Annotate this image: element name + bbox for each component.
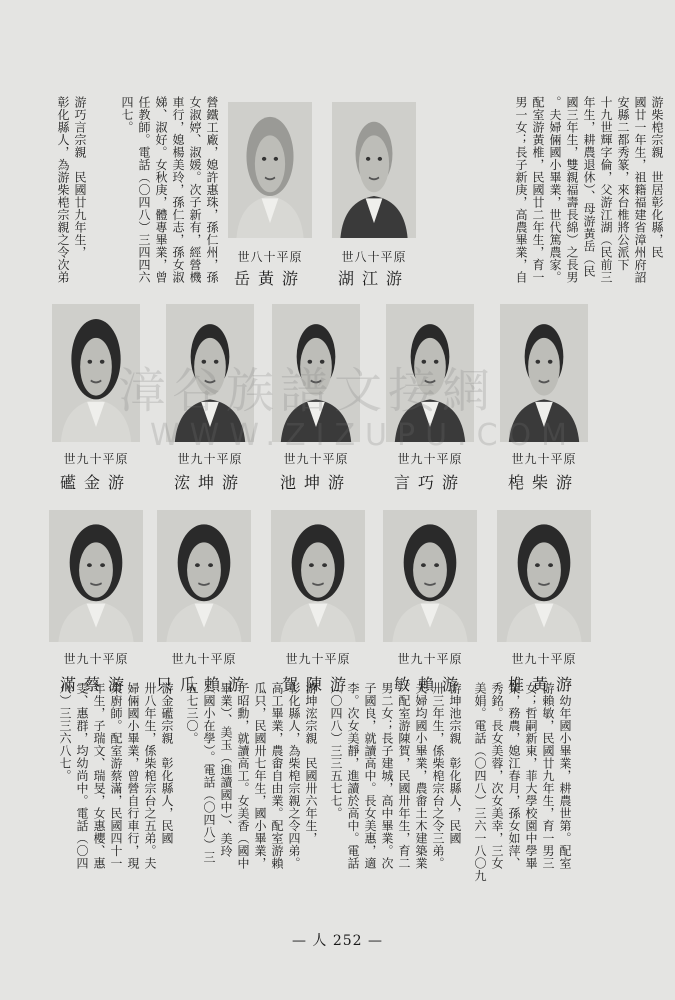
- text-column: （〇四八）三三五七七。: [329, 682, 343, 820]
- generation-label: 世九十平原: [285, 652, 351, 666]
- generation-label: 世八十平原: [341, 250, 407, 264]
- generation-label: 世九十平原: [177, 452, 243, 466]
- text-column: 國廿一年生，祖籍福建省漳州府詔: [633, 96, 647, 284]
- text-column: 安縣二都秀篆，來台椎將公派下: [616, 96, 630, 271]
- portrait-name: 礷金游: [59, 473, 133, 492]
- text-column: 游坤池宗親 彰化縣人，民國: [448, 682, 462, 845]
- generation-label: 世九十平原: [397, 652, 463, 666]
- text-column: 畢業）、美玉（進讀國中）、美玲: [219, 682, 233, 858]
- bio-you-chaipei-intro: [512, 96, 665, 284]
- text-column: 十九世輝字倫，父游江湖（民前三: [599, 96, 613, 284]
- generation-label: 世九十平原: [63, 452, 129, 466]
- watermark-url: WWW.ZIZUPU.COM: [150, 418, 578, 453]
- text-column: 車行，媳楊美玲，孫仁志，孫女淑: [171, 96, 185, 284]
- generation-label: 世九十平原: [63, 652, 129, 666]
- text-column: 年生，子瑞文、瑞旻，女惠櫻、惠: [92, 682, 106, 870]
- text-column: 美娟。電話（〇四八）三六一八〇九: [473, 682, 487, 882]
- text-column: 業廚師。配室游蔡滿，民國四十一: [109, 682, 123, 870]
- generation-label: 世九十平原: [171, 652, 237, 666]
- text-column: 卅三年生，係柴梍宗台之令三弟。: [431, 682, 445, 870]
- text-column: 女；哲嗣新東，菲大學校園中學畢: [524, 682, 538, 870]
- generation-label: 世九十平原: [283, 452, 349, 466]
- portrait-name: 湖江游: [337, 269, 411, 288]
- text-column: [175, 682, 183, 897]
- portrait-name: 椎黃游: [507, 675, 581, 694]
- portrait-name: 池坤游: [279, 473, 353, 492]
- text-column: 游坤浤宗親 民國卅六年生，: [304, 682, 318, 845]
- generation-label: 世九十平原: [397, 452, 463, 466]
- portrait-photo: [52, 304, 140, 442]
- portrait-name: 只瓜賴游: [155, 675, 253, 694]
- text-column: 五七三〇。: [185, 682, 199, 745]
- text-column: 業，務農，媳江春月，孫女如萍、: [507, 682, 521, 870]
- text-column: 配室游黃椎，民國廿二年生，育一: [531, 96, 545, 284]
- portrait-photo: [332, 102, 416, 238]
- portrait-name: 言巧游: [393, 473, 467, 492]
- text-column: 四七。: [120, 96, 134, 134]
- text-column: 秀銘。長女美蓉，次女美幸，三女: [490, 682, 504, 870]
- portrait-name: 敏賴游: [393, 675, 467, 694]
- portrait-photo: [497, 510, 591, 642]
- text-column: 國三年生，雙親福壽長綿）之長男: [565, 96, 579, 284]
- text-column: 李。次女美靜，進讀於高中。電話: [346, 682, 360, 870]
- portrait-name: 滿蔡游: [59, 675, 133, 694]
- portrait-photo: [500, 304, 588, 442]
- portrait-photo: [49, 510, 143, 642]
- text-column: 瓜只，民國卅七年生，國小畢業，: [253, 682, 267, 870]
- text-column: 。幼年國小畢業，耕農世第。配室: [558, 682, 572, 870]
- text-column: 子昭勳，就讀高工。女美香（國中: [236, 682, 250, 870]
- portrait-name: 梍柴游: [507, 473, 581, 492]
- generation-label: 世九十平原: [511, 652, 577, 666]
- portrait-photo: [386, 304, 474, 442]
- biographies-block: [56, 682, 573, 897]
- portrait-photo: [383, 510, 477, 642]
- text-column: 夫婦均國小畢業，農畬土木建築業: [414, 682, 428, 870]
- text-column: 婦倆國小畢業，曾營自行車行，現: [126, 682, 140, 870]
- text-column: 八）三三六八七。: [58, 682, 72, 782]
- text-column: 游柴梍宗親 世居彰化縣，民: [650, 96, 664, 259]
- portrait-photo: [166, 304, 254, 442]
- text-column: 男一女；長子新庚，高農畢業，自: [514, 96, 528, 284]
- text-column: [463, 682, 471, 897]
- page-number: — 人 252 —: [291, 933, 384, 949]
- generation-label: 世八十平原: [237, 250, 303, 264]
- text-column: 卅八年生，係柴梍宗台之五弟。夫: [143, 682, 157, 870]
- portrait-name: 賀陳游: [281, 675, 355, 694]
- text-column: 。配室游陳賀，民國卅年生，育二: [397, 682, 411, 870]
- bio-you-qiaoyan-intro: [54, 96, 88, 296]
- text-column: 彰化縣人，為游柴梍宗親之令次弟: [56, 96, 70, 284]
- text-column: 年生，耕農退休）、母游黃岳（民: [582, 96, 596, 278]
- portrait-name: 浤坤游: [173, 473, 247, 492]
- generation-label: 世九十平原: [511, 452, 577, 466]
- text-column: 游金礷宗親 彰化縣人，民國: [160, 682, 174, 845]
- text-column: 子國良，就讀高中。長女美惠，適: [363, 682, 377, 870]
- text-column: 營鐵工廠，媳許惠珠，孫仁州，孫: [205, 96, 219, 284]
- text-column: 彰化縣人，為柴梍宗親之令四弟。: [287, 682, 301, 870]
- text-column: [319, 682, 327, 897]
- bio-you-chaipei-children: [118, 96, 220, 296]
- portrait-photo: [272, 304, 360, 442]
- portrait-photo: [271, 510, 365, 642]
- text-column: （國小在學）。電話（〇四八）三: [202, 682, 216, 864]
- text-column: 游賴敏，民國廿九年生，育一男三: [541, 682, 555, 870]
- portrait-name: 岳黃游: [233, 269, 307, 288]
- text-column: 游巧言宗親 民國廿九年生，: [73, 96, 87, 259]
- text-column: 娣、淑好。女秋庚，體專畢業，曾: [154, 96, 168, 284]
- text-column: 雯、惠群，均幼尚中。電話（〇四: [75, 682, 89, 870]
- text-column: 。夫婦倆國小畢業，世代篤農家。: [548, 96, 562, 284]
- watermark-title: 漳谷族譜文接網: [118, 363, 497, 419]
- text-column: 高工畢業，農畬自由業。配室游賴: [270, 682, 284, 870]
- text-column: 女淑婷、淑媛。次子新有，經營機: [188, 96, 202, 284]
- text-column: 任教師。電話（〇四八）三四四六: [137, 96, 151, 284]
- portrait-photo: [157, 510, 251, 642]
- text-column: 男二女；長子建城，高中畢業。次: [380, 682, 394, 870]
- portrait-photo: [228, 102, 312, 238]
